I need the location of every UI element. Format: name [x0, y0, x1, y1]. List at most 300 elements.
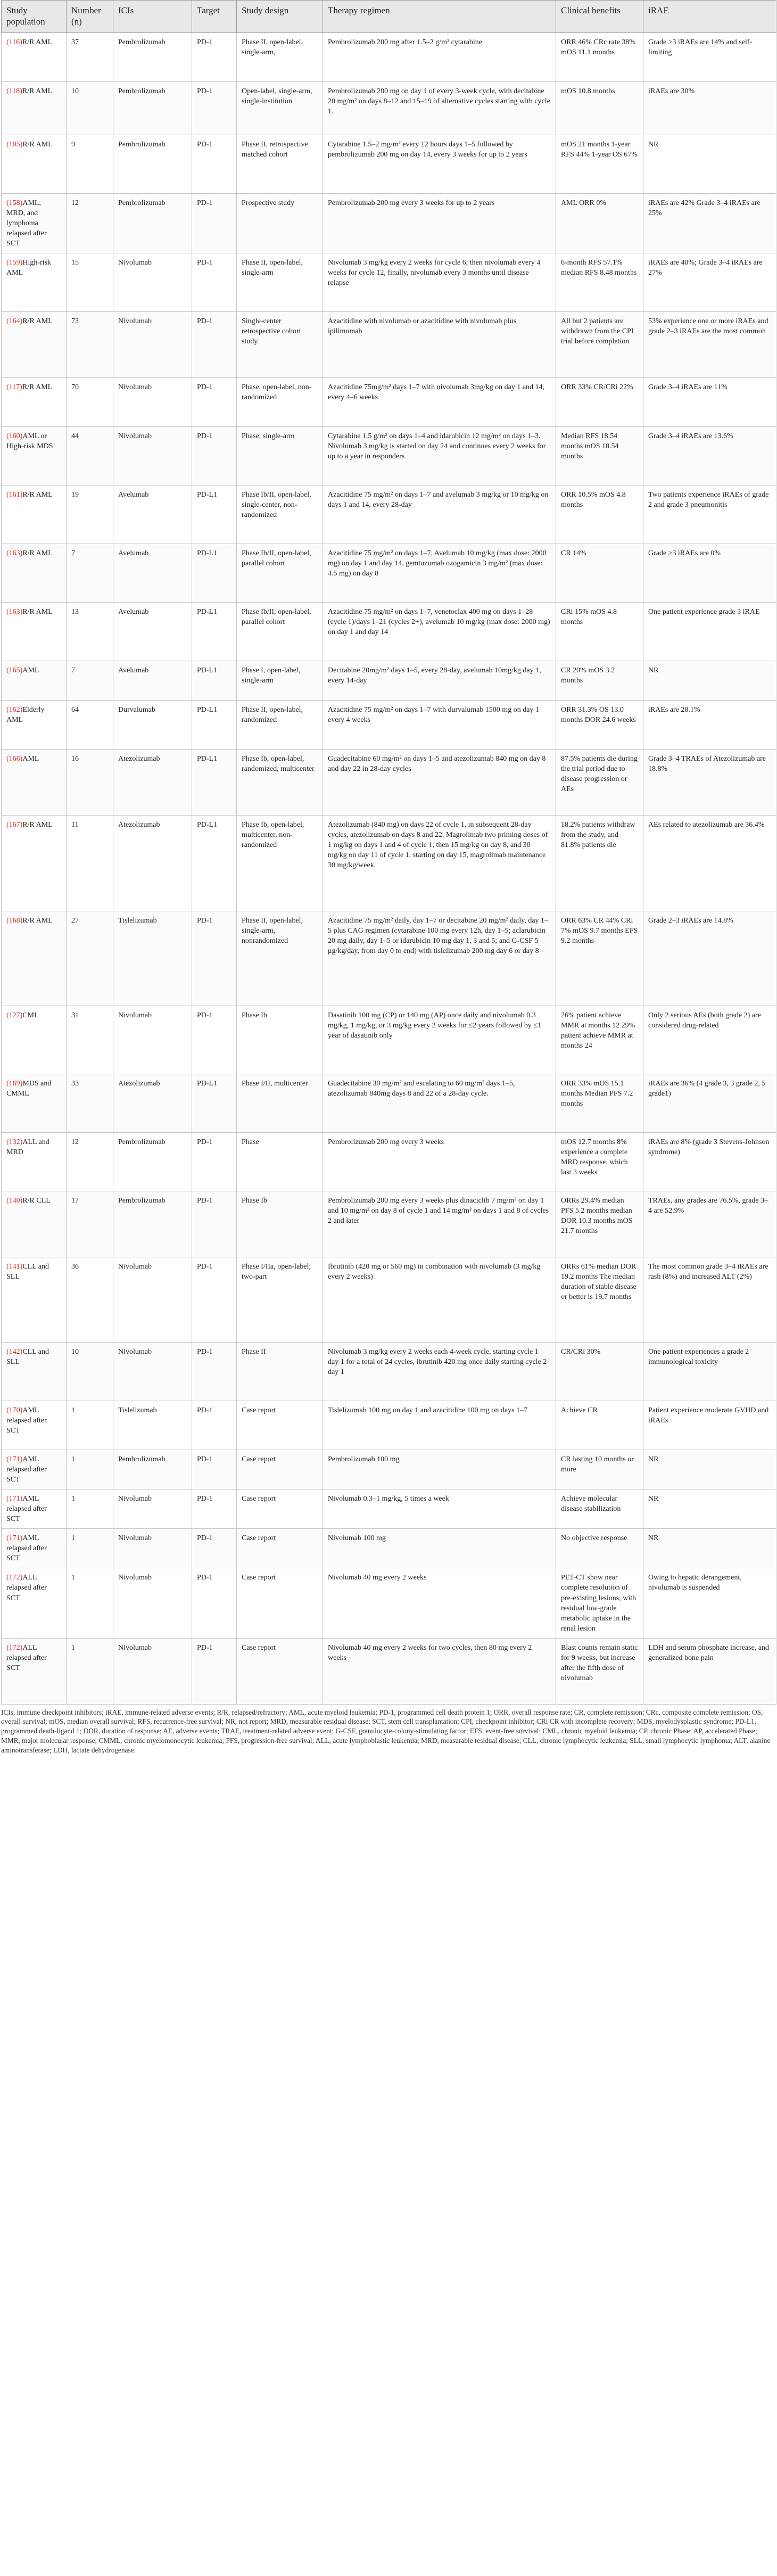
cell-target: PD-1 — [192, 1568, 237, 1638]
cell-target: PD-1 — [192, 1529, 237, 1568]
cell-number: 15 — [67, 253, 113, 312]
table-row — [2, 1074, 776, 1133]
reference-link[interactable]: (172) — [6, 1643, 23, 1652]
cell-target: PD-1 — [192, 378, 237, 427]
cell-number: 1 — [67, 1450, 113, 1489]
cell-clinical-benefits: Median RFS 18.54 months mOS 18.54 months — [556, 427, 643, 485]
reference-link[interactable]: (117) — [6, 383, 22, 392]
header-icis: ICIs — [113, 1, 192, 33]
study-population-text: R/R AML — [22, 141, 53, 149]
cell-therapy-regimen: Nivolumab 40 mg every 2 weeks — [323, 1568, 556, 1638]
cell-clinical-benefits: ORRs 29.4% median PFS 5.2 months median DOR 10.3 months mOS 21.7 months — [556, 1191, 643, 1257]
cell-irae: 53% experience one or more iRAEs and grade 2–3 iRAEs are the most common — [643, 312, 776, 378]
cell-study-population — [2, 1343, 67, 1401]
cell-ici: Avelumab — [113, 485, 192, 544]
cell-target: PD-1 — [192, 194, 237, 253]
cell-number: 9 — [67, 135, 113, 194]
header-target: Target — [192, 1, 237, 33]
table-row — [2, 661, 776, 701]
cell-study-design: Phase II, open-label, single-arm — [237, 253, 323, 312]
cell-ici: Nivolumab — [113, 1638, 192, 1704]
reference-link[interactable]: (163) — [6, 608, 23, 616]
cell-number: 19 — [67, 485, 113, 544]
cell-target: PD-1 — [192, 1191, 237, 1257]
reference-link[interactable]: (163) — [6, 549, 23, 558]
cell-study-design: Case report — [237, 1489, 323, 1529]
cell-target: PD-L1 — [192, 750, 237, 816]
cell-target: PD-1 — [192, 33, 237, 82]
cell-study-population — [2, 1006, 67, 1074]
cell-study-design: Phase, single-arm — [237, 427, 323, 485]
cell-target: PD-L1 — [192, 816, 237, 911]
table-row — [2, 544, 776, 603]
cell-therapy-regimen: Nivolumab 0.3–1 mg/kg, 5 times a week — [323, 1489, 556, 1529]
reference-link[interactable]: (165) — [6, 666, 23, 675]
study-population-text: AML — [22, 755, 39, 763]
cell-ici: Atezolizumab — [113, 750, 192, 816]
cell-target: PD-1 — [192, 82, 237, 135]
cell-study-population — [2, 911, 67, 1006]
cell-irae: Two patients experience iRAEs of grade 2 and grade 3 pneumonitis — [643, 485, 776, 544]
cell-study-design: Phase Ib — [237, 1006, 323, 1074]
cell-therapy-regimen: Ibrutinib (420 mg or 560 mg) in combination with nivolumab (3 mg/kg every 2 weeks) — [323, 1257, 556, 1343]
cell-study-design: Phase II, retrospective matched cohort — [237, 135, 323, 194]
cell-ici: Nivolumab — [113, 1529, 192, 1568]
table-row — [2, 1529, 776, 1568]
cell-target: PD-1 — [192, 1133, 237, 1191]
cell-target: PD-1 — [192, 1257, 237, 1343]
reference-link[interactable]: (170) — [6, 1406, 23, 1415]
cell-number: 73 — [67, 312, 113, 378]
cell-study-design: Case report — [237, 1529, 323, 1568]
reference-link[interactable]: (172) — [6, 1574, 23, 1582]
cell-number: 10 — [67, 82, 113, 135]
cell-study-design: Phase Ib, open-label, multicenter, non-randomized — [237, 816, 323, 911]
cell-therapy-regimen: Decitabine 20mg/m² days 1–5, every 28-day, avelumab 10mg/kg day 1, every 14-day — [323, 661, 556, 701]
cell-study-population — [2, 544, 67, 603]
table-row — [2, 1133, 776, 1191]
cell-irae: Grade 3–4 TRAEs of Atezolizumab are 18.8% — [643, 750, 776, 816]
study-population-text: R/R AML — [22, 38, 53, 46]
table-row — [2, 253, 776, 312]
cell-target: PD-L1 — [192, 701, 237, 750]
cell-number: 12 — [67, 194, 113, 253]
reference-link[interactable]: (118) — [6, 87, 22, 95]
cell-target: PD-1 — [192, 1343, 237, 1401]
cell-ici: Durvalumab — [113, 701, 192, 750]
reference-link[interactable]: (160) — [6, 432, 23, 441]
study-population-text: AML relapsed after SCT — [6, 1406, 47, 1435]
study-population-text: AML, MRD, and lymphoma relapsed after SCT — [6, 199, 47, 248]
cell-ici: Avelumab — [113, 661, 192, 701]
cell-study-population — [2, 194, 67, 253]
table-row — [2, 1568, 776, 1638]
cell-ici: Avelumab — [113, 603, 192, 661]
cell-study-design: Phase — [237, 1133, 323, 1191]
cell-clinical-benefits: PET-CT show near complete resolution of pre-existing lesions, with residual low-grade metabolic uptake in the renal lesion — [556, 1568, 643, 1638]
cell-study-population — [2, 135, 67, 194]
cell-irae: Patient experience moderate GVHD and iRAEs — [643, 1401, 776, 1450]
reference-link[interactable]: (105) — [6, 141, 23, 149]
cell-number: 10 — [67, 1343, 113, 1401]
cell-study-design: Phase II, open-label, single-arm, nonrandomized — [237, 911, 323, 1006]
cell-clinical-benefits: Blast counts remain static for 9 weeks, but increase after the fifth dose of nivolumab — [556, 1638, 643, 1704]
cell-study-population — [2, 1568, 67, 1638]
study-population-text: AML — [22, 666, 39, 675]
cell-study-population — [2, 1489, 67, 1529]
reference-link[interactable]: (168) — [6, 917, 23, 925]
header-number: Number (n) — [67, 1, 113, 33]
cell-clinical-benefits: CR/CRi 30% — [556, 1343, 643, 1401]
cell-irae: iRAEs are 36% (4 grade 3, 3 grade 2, 5 grade1) — [643, 1074, 776, 1133]
cell-number: 1 — [67, 1401, 113, 1450]
reference-link[interactable]: (116) — [6, 38, 22, 46]
cell-number: 44 — [67, 427, 113, 485]
cell-study-design: Phase II — [237, 1343, 323, 1401]
cell-target: PD-1 — [192, 135, 237, 194]
cell-ici: Nivolumab — [113, 1343, 192, 1401]
header-therapy-regimen: Therapy regimen — [323, 1, 556, 33]
cell-number: 1 — [67, 1638, 113, 1704]
study-population-text: R/R AML — [22, 87, 53, 95]
cell-ici: Pembrolizumab — [113, 33, 192, 82]
cell-study-population — [2, 378, 67, 427]
cell-clinical-benefits: All but 2 patients are withdrawn from the CPI trial before completion — [556, 312, 643, 378]
cell-study-design: Case report — [237, 1638, 323, 1704]
cell-ici: Nivolumab — [113, 1006, 192, 1074]
cell-number: 64 — [67, 701, 113, 750]
cell-number: 70 — [67, 378, 113, 427]
cell-clinical-benefits: mOS 12.7 months 8% experience a complete MRD response, which last 3 weeks — [556, 1133, 643, 1191]
cell-target: PD-1 — [192, 911, 237, 1006]
cell-irae: iRAEs are 42% Grade 3–4 iRAEs are 25% — [643, 194, 776, 253]
cell-number: 31 — [67, 1006, 113, 1074]
cell-study-design: Phase Ib, open-label, randomized, multicenter — [237, 750, 323, 816]
cell-study-design: Single-center retrospective cohort study — [237, 312, 323, 378]
cell-therapy-regimen: Azacitidine with nivolumab or azacitidine with nivolumab plus ipilimumab — [323, 312, 556, 378]
cell-study-design: Phase Ib — [237, 1191, 323, 1257]
cell-study-population — [2, 1191, 67, 1257]
cell-therapy-regimen: Pembrolizumab 200 mg every 3 weeks — [323, 1133, 556, 1191]
study-population-text: ALL and MRD — [6, 1138, 49, 1157]
cell-therapy-regimen: Nivolumab 100 mg — [323, 1529, 556, 1568]
cell-therapy-regimen: Guadecitabine 60 mg/m² on days 1–5 and atezolizumab 840 mg on day 8 and day 22 in 28-day cycles — [323, 750, 556, 816]
cell-clinical-benefits: AML ORR 0% — [556, 194, 643, 253]
cell-therapy-regimen: Azacitidine 75mg/m² days 1–7 with nivolumab 3mg/kg on day 1 and 14, every 4–6 weeks — [323, 378, 556, 427]
cell-therapy-regimen: Dasatinib 100 mg (CP) or 140 mg (AP) once daily and nivolumab 0.3 mg/kg, 1 mg/kg, or 3 mg/kg every 2 weeks for ≤2 years followed by ≤1 year of dasatinib only — [323, 1006, 556, 1074]
study-population-text: R/R AML — [22, 549, 53, 558]
study-population-text: R/R AML — [22, 821, 53, 829]
cell-clinical-benefits: 87.5% patients die during the trial period due to disease progression or AEs — [556, 750, 643, 816]
cell-clinical-benefits: 18.2% patients withdraw from the study, and 81.8% patients die — [556, 816, 643, 911]
table-row — [2, 603, 776, 661]
cell-study-design: Case report — [237, 1450, 323, 1489]
study-population-text: R/R AML — [22, 383, 53, 392]
header-clinical-benefits: Clinical benefits — [556, 1, 643, 33]
cell-ici: Avelumab — [113, 544, 192, 603]
table-body — [2, 33, 776, 1705]
cell-study-design: Case report — [237, 1568, 323, 1638]
cell-study-design: Case report — [237, 1401, 323, 1450]
cell-clinical-benefits: CR lasting 10 months or more — [556, 1450, 643, 1489]
table-row — [2, 1401, 776, 1450]
study-population-text: R/R AML — [22, 491, 53, 499]
cell-number: 11 — [67, 816, 113, 911]
cell-ici: Nivolumab — [113, 312, 192, 378]
cell-study-population — [2, 1401, 67, 1450]
cell-irae: LDH and serum phosphate increase, and generalized bone pain — [643, 1638, 776, 1704]
cell-therapy-regimen: Pembrolizumab 200 mg every 3 weeks for up to 2 years — [323, 194, 556, 253]
table-row — [2, 1343, 776, 1401]
cell-study-design: Phase Ib/II, open-label, parallel cohort — [237, 544, 323, 603]
reference-link[interactable]: (162) — [6, 706, 23, 714]
reference-link[interactable]: (127) — [6, 1011, 23, 1020]
table-row — [2, 1257, 776, 1343]
cell-number: 16 — [67, 750, 113, 816]
cell-clinical-benefits: No objective response — [556, 1529, 643, 1568]
cell-study-design: Phase II, open-label, randomized — [237, 701, 323, 750]
cell-irae: NR — [643, 1489, 776, 1529]
cell-study-design: Phase Ib/II, open-label, single-center, non-randomized — [237, 485, 323, 544]
cell-ici: Pembrolizumab — [113, 1191, 192, 1257]
cell-number: 33 — [67, 1074, 113, 1133]
study-population-text: Elderly AML — [6, 706, 45, 725]
cell-number: 1 — [67, 1489, 113, 1529]
cell-irae: NR — [643, 1450, 776, 1489]
cell-therapy-regimen: Pembrolizumab 200 mg on day 1 of every 3-week cycle, with decitabine 20 mg/m² on days 8–12 and 15–19 of alternative cycles starting with cycle 1. — [323, 82, 556, 135]
cell-number: 37 — [67, 33, 113, 82]
cell-irae: Grade 3–4 iRAEs are 13.6% — [643, 427, 776, 485]
cell-target: PD-1 — [192, 1450, 237, 1489]
cell-study-population — [2, 816, 67, 911]
cell-number: 17 — [67, 1191, 113, 1257]
cell-irae: Grade ≥3 iRAEs are 14% and self-limiting — [643, 33, 776, 82]
cell-ici: Atezolizumab — [113, 1074, 192, 1133]
cell-irae: NR — [643, 1529, 776, 1568]
cell-study-population — [2, 33, 67, 82]
cell-ici: Nivolumab — [113, 1257, 192, 1343]
study-population-text: R/R AML — [22, 317, 53, 326]
table-row — [2, 135, 776, 194]
cell-therapy-regimen: Atezolizumab (840 mg) on days 22 of cycle 1, in subsequent 28-day cycles, atezolizumab on days 8 and 22. Magrolimab two priming doses of 1 mg/kg on days 1 and 4 of cycle 1, then 15 mg/kg on day 8, and 30 mg/kg on day 11 of cycle 1, starting on day 15, magrolimab maintenance 30 mg/kg/week. — [323, 816, 556, 911]
cell-target: PD-L1 — [192, 661, 237, 701]
table-row — [2, 816, 776, 911]
header-study-design: Study design — [237, 1, 323, 33]
cell-clinical-benefits: ORR 46% CRc rate 38% mOS 11.1 months — [556, 33, 643, 82]
cell-study-population — [2, 750, 67, 816]
cell-irae: One patient experience grade 3 iRAE — [643, 603, 776, 661]
reference-link[interactable]: (159) — [6, 259, 23, 267]
reference-link[interactable]: (161) — [6, 491, 23, 499]
table-row — [2, 750, 776, 816]
cell-therapy-regimen: Pembrolizumab 100 mg — [323, 1450, 556, 1489]
study-population-text: CML — [22, 1011, 39, 1020]
table-row — [2, 485, 776, 544]
cell-study-design: Phase I, open-label, single-arm — [237, 661, 323, 701]
cell-ici: Nivolumab — [113, 1489, 192, 1529]
reference-link[interactable]: (171) — [6, 1495, 23, 1503]
cell-therapy-regimen: Cytarabine 1.5–2 mg/m² every 12 hours days 1–5 followed by pembrolizumab 200 mg on day 14, every 3 weeks for up to 2 years — [323, 135, 556, 194]
cell-therapy-regimen: Azacitidine 75 mg/m² on days 1–7, venetoclax 400 mg on days 1–28 (cycle 1)/days 1–21 (cycles 2+), avelumab 10 mg/kg (max dose: 2000 mg) on day 1 and day 14 — [323, 603, 556, 661]
table-row — [2, 1191, 776, 1257]
reference-link[interactable]: (158) — [6, 199, 23, 207]
cell-target: PD-1 — [192, 1489, 237, 1529]
cell-study-population — [2, 1074, 67, 1133]
cell-clinical-benefits: mOS 10.8 months — [556, 82, 643, 135]
cell-irae: One patient experiences a grade 2 immunological toxicity — [643, 1343, 776, 1401]
cell-number: 27 — [67, 911, 113, 1006]
header-study-population: Study population — [2, 1, 67, 33]
cell-clinical-benefits: Achieve molecular disease stabilization — [556, 1489, 643, 1529]
table-row — [2, 1006, 776, 1074]
cell-therapy-regimen: Guadecitabine 30 mg/m² and escalating to 60 mg/m² days 1–5, atezolizumab 840mg days 8 and 22 of a 28-day cycle. — [323, 1074, 556, 1133]
cell-number: 12 — [67, 1133, 113, 1191]
table-footnote: ICIs, immune checkpoint inhibitors; iRAE, immune-related adverse events; R/R, relapsed/refractory; AML, acute myeloid leukemia; PD-1, programmed cell death protein 1; ORR, overall response rate; CR, complete remission; CRc, composite complete remission; OS, overall survival; mOS, median overall survival; RFS, recurrence-free survival; NR, not report; MRD, measurable residual disease; SCT, stem cell transplantation; CPI, checkpoint inhibitor; CRi CR with incomplete recovery; MDS, myelodysplastic syndrome; PD-L1, programmed death-ligand 1; DOR, duration of response; AE, adverse events; TRAE, treatment-related adverse event; G-CSF, granulocyte-colony-stimulating factor; EFS, event-free survival; CML, chronic myeloid leukemia; CP, chronic Phase; AP, accelerated Phase; MMR, major molecular response; CMML, chronic myelomonocytic leukemia; PFS, progression-free survival; ALL, acute lymphoblastic leukemia; MRD, measurable residual disease; CLL, chronic lymphocytic leukemia; SLL, small lymphocytic lymphoma; ALT, alanine aminotransferase; LDH, lactate dehydrogenase. — [1, 1708, 771, 1754]
cell-study-population — [2, 82, 67, 135]
ici-studies-table — [1, 0, 776, 1705]
cell-target: PD-L1 — [192, 485, 237, 544]
study-population-text: AML relapsed after SCT — [6, 1534, 47, 1563]
cell-study-design: Phase I/II, multicenter — [237, 1074, 323, 1133]
cell-ici: Pembrolizumab — [113, 1450, 192, 1489]
cell-irae: Grade 3–4 iRAEs are 11% — [643, 378, 776, 427]
table-row — [2, 194, 776, 253]
reference-link[interactable]: (132) — [6, 1138, 23, 1147]
cell-therapy-regimen: Cytarabine 1.5 g/m² on days 1–4 and idarubicin 12 mg/m² on days 1–3. Nivolumab 3 mg/kg is started on day 24 and continues every 2 weeks for up to a year in responders — [323, 427, 556, 485]
cell-target: PD-1 — [192, 312, 237, 378]
study-population-text: High-risk AML — [6, 259, 51, 277]
cell-therapy-regimen: Pembrolizumab 200 mg every 3 weeks plus dinaciclib 7 mg/m² on day 1 and 10 mg/m² on day 8 of cycle 1 and 14 mg/m² on days 1 and 8 of cycles 2 and later — [323, 1191, 556, 1257]
cell-study-population — [2, 1257, 67, 1343]
cell-number: 13 — [67, 603, 113, 661]
cell-number: 7 — [67, 661, 113, 701]
cell-study-population — [2, 427, 67, 485]
cell-target: PD-1 — [192, 1638, 237, 1704]
cell-therapy-regimen: Azacitidine 75 mg/m² on days 1–7, Avelumab 10 mg/kg (max dose: 2000 mg) on day 1 and day 14, gemtuzumab ozogamicin 3 mg/m² (max dose: 4.5 mg) on day 8 — [323, 544, 556, 603]
table-row — [2, 701, 776, 750]
cell-therapy-regimen: Tislelizumab 100 mg on day 1 and azacitidine 100 mg on days 1–7 — [323, 1401, 556, 1450]
cell-clinical-benefits: 6-month RFS 57.1% median RFS 8.48 months — [556, 253, 643, 312]
table-row — [2, 911, 776, 1006]
cell-target: PD-1 — [192, 427, 237, 485]
cell-irae: iRAEs are 30% — [643, 82, 776, 135]
table-row — [2, 378, 776, 427]
cell-ici: Pembrolizumab — [113, 194, 192, 253]
cell-target: PD-L1 — [192, 603, 237, 661]
cell-number: 7 — [67, 544, 113, 603]
cell-irae: NR — [643, 661, 776, 701]
cell-study-design: Open-label, single-arm, single-institution — [237, 82, 323, 135]
reference-link[interactable]: (171) — [6, 1455, 23, 1464]
table-row — [2, 1489, 776, 1529]
cell-irae: AEs related to atezolizumab are 36.4% — [643, 816, 776, 911]
cell-irae: The most common grade 3–4 iRAEs are rash (8%) and increased ALT (2%) — [643, 1257, 776, 1343]
cell-study-design: Phase Ib/II, open-label, parallel cohort — [237, 603, 323, 661]
reference-link[interactable]: (167) — [6, 821, 23, 829]
cell-study-design: Phase, open-label, non-randomized — [237, 378, 323, 427]
cell-clinical-benefits: CR 20% mOS 3.2 months — [556, 661, 643, 701]
cell-therapy-regimen: Azacitidine 75 mg/m² daily, day 1–7 or decitabine 20 mg/m² daily, day 1–5 plus CAG regimen (cytarabine 100 mg every 12h, day 1–5; aclarubicin 20 mg daily, day 1–5 or idarubicin 10 mg day 1, 3 and 5; and G-CSF 5 μg/kg/day, from day 0 to end) with tislelizumab 200 mg day 6 or day 8 — [323, 911, 556, 1006]
table-row — [2, 312, 776, 378]
cell-irae: Grade ≥3 iRAEs are 0% — [643, 544, 776, 603]
cell-number: 36 — [67, 1257, 113, 1343]
study-population-text: CLL and SLL — [6, 1348, 49, 1367]
table-row — [2, 33, 776, 82]
table-row — [2, 1450, 776, 1489]
cell-irae: TRAEs, any grades are 76.5%, grade 3–4 are 52.9% — [643, 1191, 776, 1257]
cell-study-population — [2, 253, 67, 312]
cell-ici: Pembrolizumab — [113, 82, 192, 135]
table-header-row — [2, 1, 776, 33]
study-population-text: MDS and CMML — [6, 1080, 52, 1098]
cell-study-population — [2, 312, 67, 378]
study-population-text: ALL relapsed after SCT — [6, 1643, 47, 1672]
study-population-text: AML or High-risk MDS — [6, 432, 53, 451]
cell-ici: Pembrolizumab — [113, 1133, 192, 1191]
cell-target: PD-1 — [192, 253, 237, 312]
study-population-text: R/R AML — [22, 917, 53, 925]
reference-link[interactable]: (171) — [6, 1534, 23, 1543]
cell-study-population — [2, 701, 67, 750]
cell-ici: Atezolizumab — [113, 816, 192, 911]
reference-link[interactable]: (164) — [6, 317, 23, 326]
cell-number: 1 — [67, 1568, 113, 1638]
cell-clinical-benefits: ORRs 61% median DOR 19.2 months The median duration of stable disease or better is 19.7 months — [556, 1257, 643, 1343]
cell-clinical-benefits: Achieve CR — [556, 1401, 643, 1450]
cell-number: 1 — [67, 1529, 113, 1568]
cell-irae: NR — [643, 135, 776, 194]
cell-ici: Tislelizumab — [113, 911, 192, 1006]
cell-study-population — [2, 1529, 67, 1568]
cell-target: PD-1 — [192, 1006, 237, 1074]
cell-clinical-benefits: CRi 15% mOS 4.8 months — [556, 603, 643, 661]
cell-target: PD-L1 — [192, 544, 237, 603]
cell-study-population — [2, 1450, 67, 1489]
cell-clinical-benefits: ORR 63% CR 44% CRi 7% mOS 9.7 months EFS 9.2 months — [556, 911, 643, 1006]
cell-study-population — [2, 661, 67, 701]
header-irae: iRAE — [643, 1, 776, 33]
study-population-text: AML relapsed after SCT — [6, 1455, 47, 1484]
cell-clinical-benefits: 26% patient achieve MMR at months 12 29% patient achieve MMR at months 24 — [556, 1006, 643, 1074]
cell-irae: iRAEs are 40%; Grade 3–4 iRAEs are 27% — [643, 253, 776, 312]
cell-irae: Grade 2–3 iRAEs are 14.8% — [643, 911, 776, 1006]
cell-study-design: Prospective study — [237, 194, 323, 253]
table-row — [2, 82, 776, 135]
cell-clinical-benefits: mOS 21 months 1-year RFS 44% 1-year OS 67% — [556, 135, 643, 194]
cell-clinical-benefits: CR 14% — [556, 544, 643, 603]
cell-ici: Nivolumab — [113, 378, 192, 427]
cell-therapy-regimen: Nivolumab 3 mg/kg every 2 weeks each 4-week cycle, starting cycle 1 day 1 for a total of 24 cycles, ibrutinib 420 mg once daily starting cycle 2 day 1 — [323, 1343, 556, 1401]
study-population-text: R/R AML — [22, 608, 53, 616]
reference-link[interactable]: (169) — [6, 1080, 23, 1088]
study-population-text: CLL and SLL — [6, 1263, 49, 1281]
cell-study-population — [2, 1133, 67, 1191]
cell-therapy-regimen: Azacitidine 75 mg/m² on days 1–7 with durvalumab 1500 mg on day 1 every 4 weeks — [323, 701, 556, 750]
cell-therapy-regimen: Nivolumab 3 mg/kg every 2 weeks for cycle 6, then nivolumab every 4 weeks for cycle 12, finally, nivolumab every 3 months until disease relapse — [323, 253, 556, 312]
cell-ici: Nivolumab — [113, 1568, 192, 1638]
cell-clinical-benefits: ORR 31.3% OS 13.0 months DOR 24.6 weeks — [556, 701, 643, 750]
cell-irae: Owing to hepatic derangement, nivolumab is suspended — [643, 1568, 776, 1638]
cell-irae: iRAEs are 28.1% — [643, 701, 776, 750]
study-population-text: AML relapsed after SCT — [6, 1495, 47, 1524]
reference-link[interactable]: (140) — [6, 1197, 23, 1205]
reference-link[interactable]: (141) — [6, 1263, 23, 1271]
table-row — [2, 1638, 776, 1704]
reference-link[interactable]: (166) — [6, 755, 23, 763]
reference-link[interactable]: (142) — [6, 1348, 23, 1356]
cell-irae: Only 2 serious AEs (both grade 2) are considered drug-related — [643, 1006, 776, 1074]
study-population-text: ALL relapsed after SCT — [6, 1574, 47, 1602]
